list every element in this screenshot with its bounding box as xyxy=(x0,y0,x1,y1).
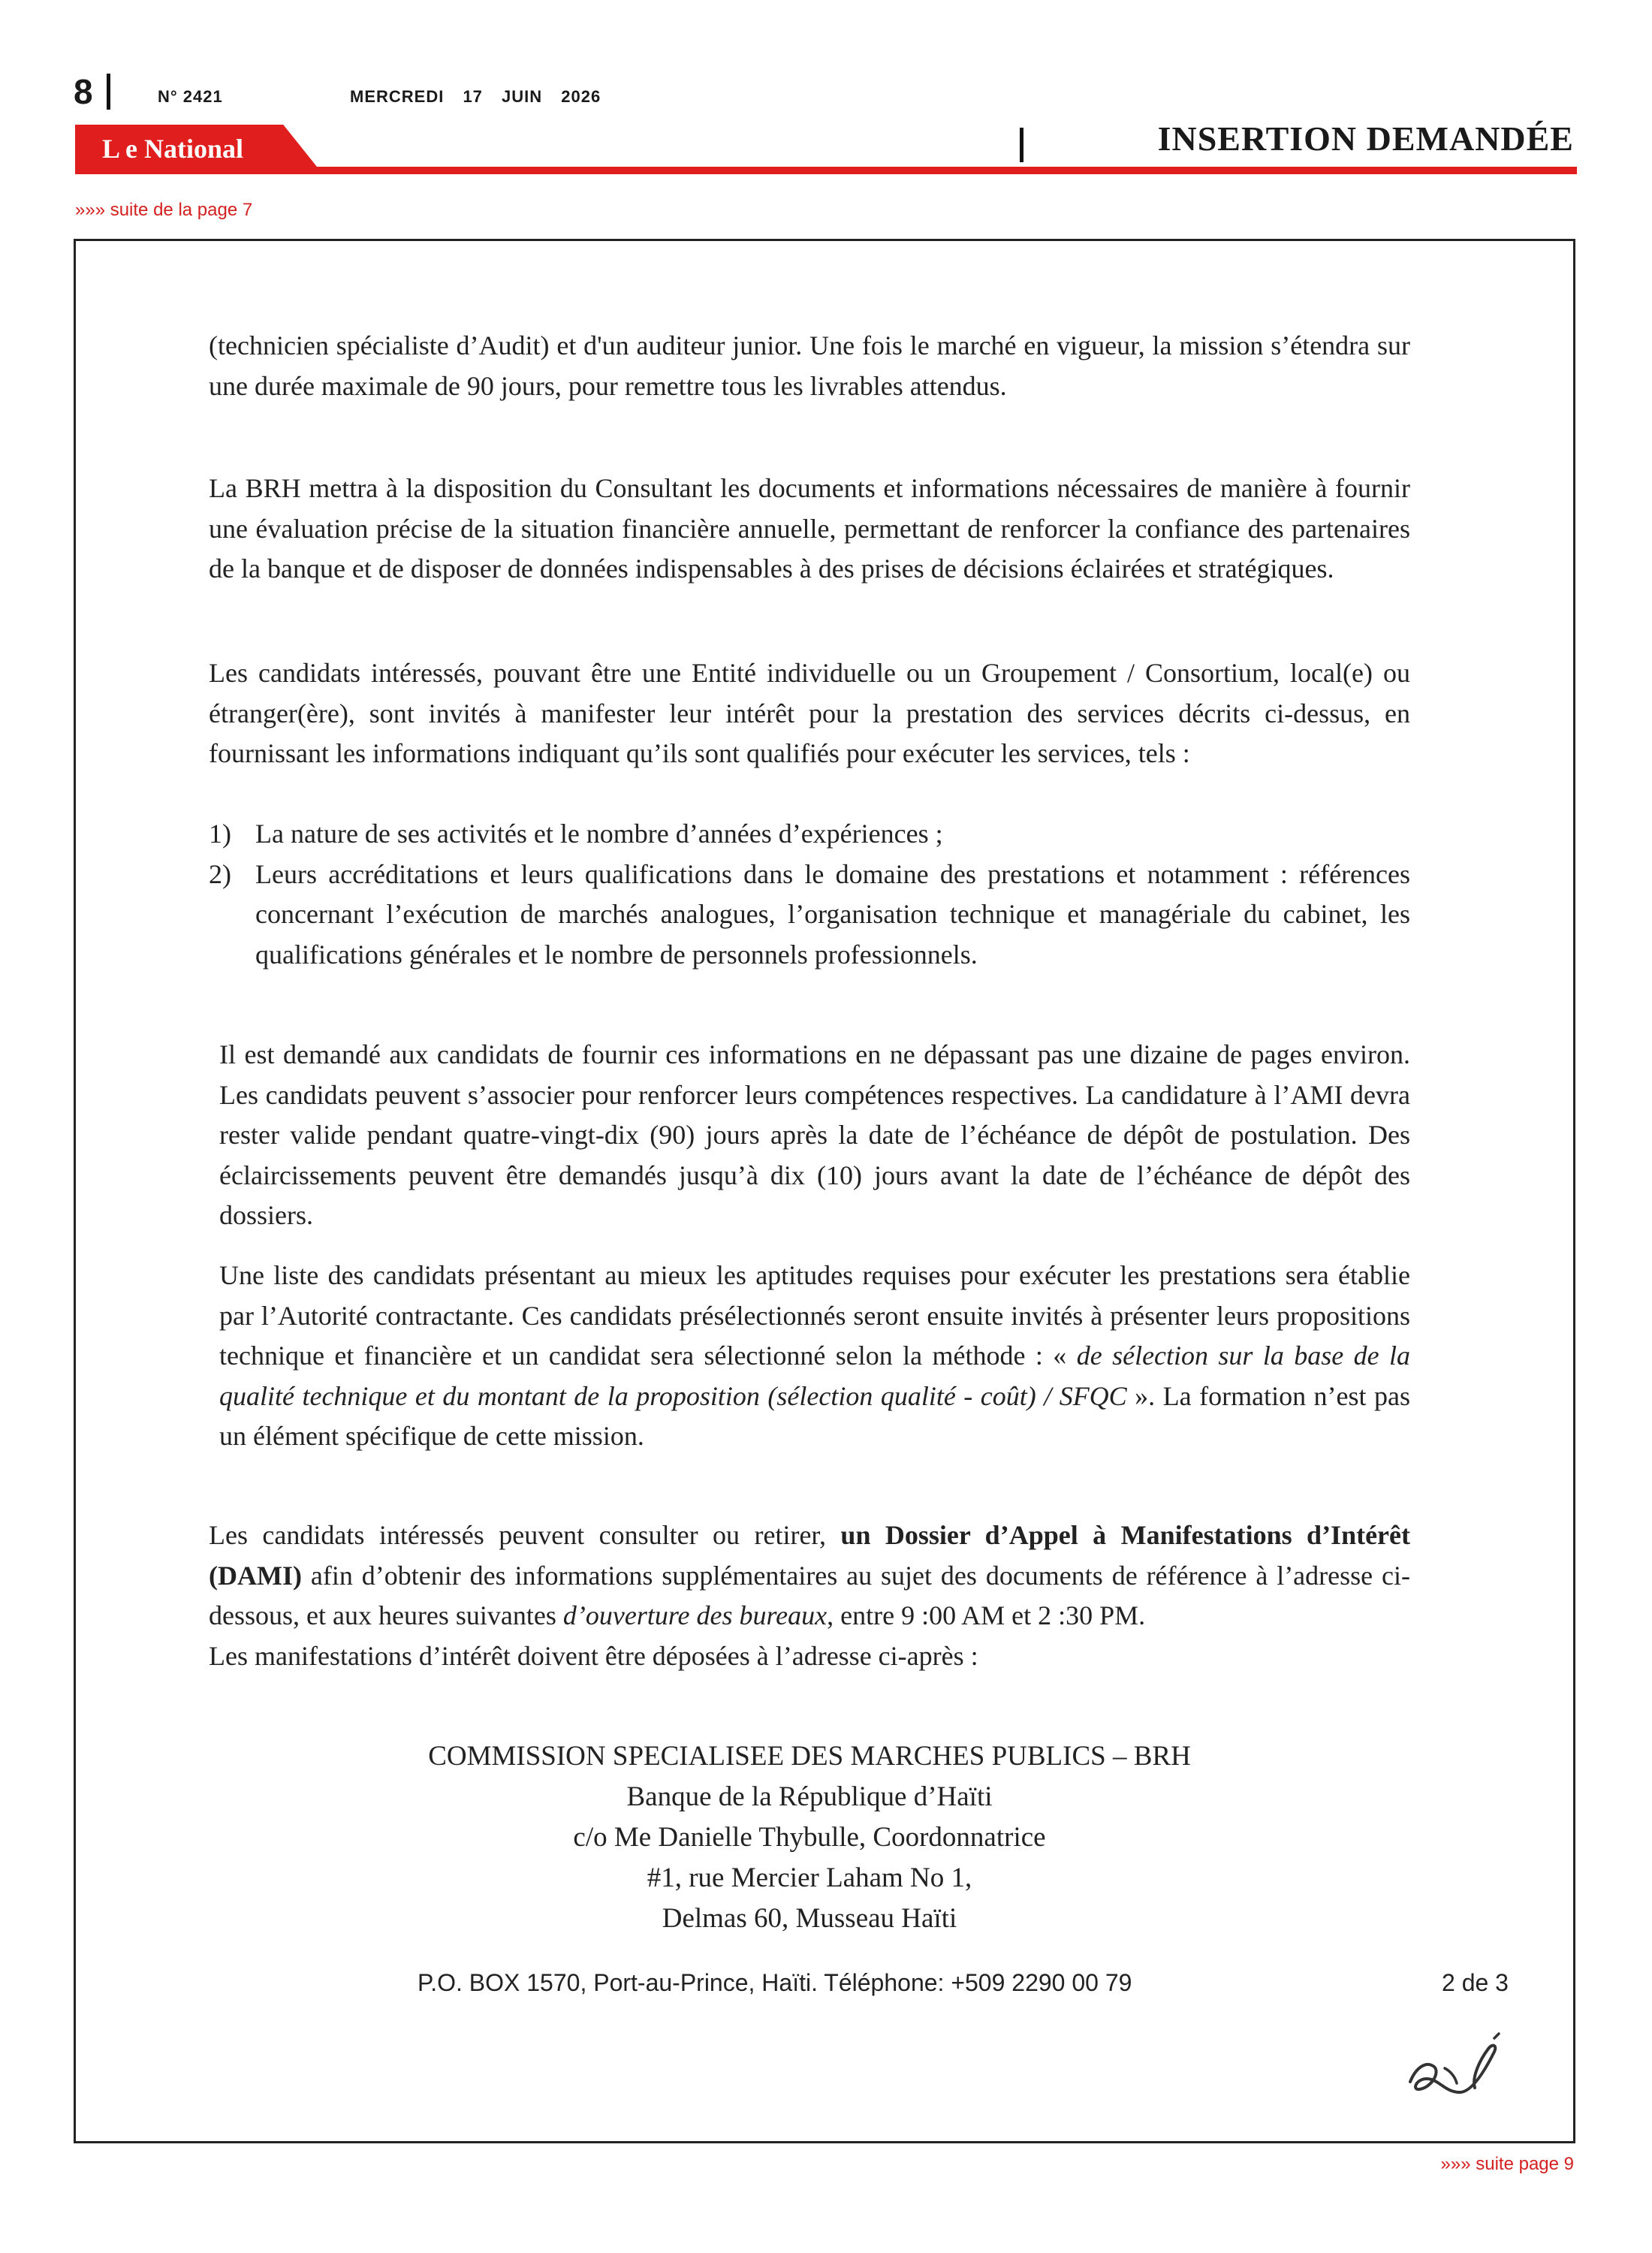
list-item-number: 2) xyxy=(209,858,231,889)
continued-from-link[interactable]: »»» suite de la page 7 xyxy=(75,200,253,220)
page-number: 8 xyxy=(74,72,93,111)
paragraph-submission: Les manifestations d’intérêt doivent être déposées à l’adresse ci-après : xyxy=(209,1640,978,1671)
paragraph-text: La BRH mettra à la disposition du Consultant les documents et informations nécessaires de manière à fournir une évaluation précise de la situation financière annuelle, permettant de renforcer la confiance des partenaires de la banque et de disposer de données indispensables à des prises de décisions éclairées et stratégiques. xyxy=(209,473,1410,584)
address-line: COMMISSION SPECIALISEE DES MARCHES PUBLICS – BRH xyxy=(428,1741,1191,1772)
newspaper-logo: L e National xyxy=(102,134,244,164)
section-divider xyxy=(1020,128,1023,162)
signature-initials xyxy=(1401,2023,1506,2106)
issue-number: N° 2421 xyxy=(158,87,223,106)
paragraph-dami xyxy=(209,1516,1410,1676)
paragraph-text: (technicien spécialiste d’Audit) et d'un auditeur junior. Une fois le marché en vigueur, la mission s’étendra sur une durée maximale de 90 jours, pour remettre tous les livrables attendus. xyxy=(209,330,1410,401)
office-hours-italic: d’ouverture des bureaux xyxy=(562,1600,828,1630)
paragraph-text xyxy=(209,1516,1410,1636)
footer-page-count: 2 de 3 xyxy=(1442,1969,1509,1996)
section-title: INSERTION DEMANDÉE xyxy=(1157,119,1574,158)
paragraph-selection-method xyxy=(219,1256,1410,1457)
paragraph-brh-documents xyxy=(209,469,1410,590)
list-item-text: La nature de ses activités et le nombre d’années d’expériences ; xyxy=(255,819,943,849)
issue-date: MERCREDI 17 JUIN 2026 xyxy=(350,87,601,106)
selection-method-italic: de sélection sur la base de la qualité technique et du montant de la proposition (sélection qualité - coût) / SFQC xyxy=(219,1341,1410,1411)
continued-to-link[interactable]: »»» suite page 9 xyxy=(1440,2154,1574,2174)
text-run: Une liste des candidats présentant au mieux les aptitudes requises pour exécuter les prestations sera établie par l’Autorité contractante. Ces candidats présélectionnés seront ensuite invités à présenter leurs propositions technique et financière et un candidat sera sélectionné selon la méthode : « xyxy=(219,1260,1410,1371)
paragraph-text: Il est demandé aux candidats de fournir ces informations en ne dépassant pas une dizaine de pages environ. Les candidats peuvent s’associer pour renforcer leurs compétences respectives. La candidature à l’AMI devra rester valide pendant quatre-vingt-dix (90) jours après la date de l’échéance de dépôt de postulation. Des éclaircissements peuvent être demandés jusqu’à dix (10) jours avant la date de l’échéance de dépôt des dossiers. xyxy=(219,1039,1410,1230)
paragraph-text xyxy=(219,1256,1410,1457)
text-run: afin d’obtenir des informations supplémentaires au sujet des documents de référence à l’adresse ci-dessous, et aux heures suivantes xyxy=(209,1560,1410,1630)
address-line: Banque de la République d’Haïti xyxy=(626,1781,993,1812)
paragraph-text: Les candidats intéressés, pouvant être une Entité individuelle ou un Groupement / Consortium, local(e) ou étranger(ère), sont invités à manifester leur intérêt pour la prestation des services décrits ci-dessus, en fournissant les informations indiquant qu’ils sont qualifiés pour exécuter les services, tels : xyxy=(209,658,1410,768)
text-run: Les candidats intéressés peuvent consulter ou retirer, xyxy=(209,1520,841,1550)
list-item xyxy=(209,855,1410,976)
address-line: Delmas 60, Musseau Haïti xyxy=(662,1903,957,1934)
submission-address xyxy=(209,1736,1410,1939)
list-item-text: Leurs accréditations et leurs qualifications dans le domaine des prestations et notamment : références concernant l’exécution de marchés analogues, l’organisation technique et managériale du cabinet, les qualifications générales et le nombre de personnels professionnels. xyxy=(255,858,1410,970)
text-run: ». La formation n’est pas un élément spécifique de cette mission. xyxy=(219,1380,1410,1451)
paragraph-candidates xyxy=(209,653,1410,774)
footer-address: P.O. BOX 1570, Port-au-Prince, Haïti. Téléphone: +509 2290 00 79 xyxy=(418,1969,1132,1996)
list-item-number: 1) xyxy=(209,819,231,849)
paragraph-mission-duration xyxy=(209,326,1410,406)
list-item xyxy=(209,814,1410,855)
address-line: c/o Me Danielle Thybulle, Coordonnatrice xyxy=(573,1822,1046,1853)
dami-bold: un Dossier d’Appel à Manifestations d’Intérêt (DAMI) xyxy=(209,1520,1410,1591)
address-line: #1, rue Mercier Laham No 1, xyxy=(647,1862,972,1893)
qualification-list xyxy=(209,814,1410,975)
page-number-divider xyxy=(107,74,110,110)
paragraph-information-request xyxy=(219,1035,1410,1236)
text-run: , entre 9 :00 AM et 2 :30 PM. xyxy=(827,1600,1146,1630)
